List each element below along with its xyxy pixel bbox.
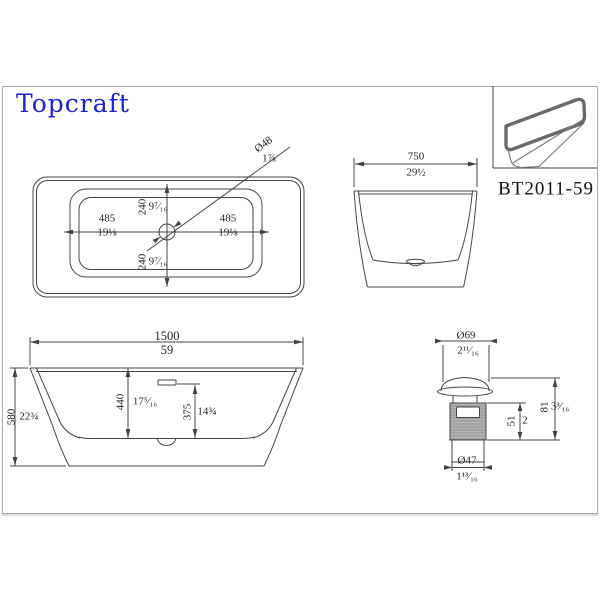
dim-drain-body-mm: 51 — [505, 415, 518, 427]
dim-top-right-in: 19⅛ — [218, 226, 238, 239]
dim-drain-tail-in: 1¹³⁄₁₆ — [456, 470, 478, 483]
dim-top-left-in: 19⅛ — [97, 226, 117, 239]
dim-front-depth-in: 17⁵⁄₁₆ — [132, 395, 158, 408]
dim-drain-height-mm: 81 — [538, 401, 551, 413]
dim-top-right-mm: 485 — [219, 212, 237, 225]
dim-top-up-mm: 240 — [136, 198, 149, 216]
dim-drain-tail-mm: Ø47 — [457, 454, 477, 467]
dim-top-left-mm: 485 — [98, 212, 116, 225]
dim-front-height-in: 22¾ — [19, 410, 39, 423]
dim-drain-cap-mm: Ø69 — [456, 329, 476, 342]
tub-sketch-rim — [506, 99, 585, 149]
brand-logo: Topcraft — [16, 89, 130, 118]
dim-front-water-mm: 375 — [181, 403, 194, 421]
dim-end-width-mm: 750 — [407, 150, 425, 163]
dim-front-width-mm: 1500 — [154, 328, 180, 343]
dim-top-down-mm: 240 — [136, 253, 149, 271]
dim-drain-hole-mm: Ø48 — [252, 134, 275, 156]
model-number: BT2011-59 — [498, 178, 594, 200]
top-view-linework — [33, 147, 304, 297]
dim-drain-body-in: 2 — [522, 414, 528, 427]
dim-top-up-in: 9⁷⁄₁₆ — [148, 200, 168, 213]
dim-drain-height-in: 3³⁄₁₆ — [550, 400, 570, 413]
tub-sketch-body-inner — [514, 121, 582, 163]
inset-thumbnail-box — [493, 86, 597, 168]
dim-front-width-in: 59 — [160, 342, 174, 357]
dim-front-depth-mm: 440 — [114, 393, 127, 411]
dim-drain-cap-in: 2¹¹⁄₁₆ — [457, 344, 479, 357]
dim-drain-hole-in: 1⅞ — [262, 152, 276, 165]
dim-front-height-mm: 580 — [5, 408, 18, 426]
dim-top-down-in: 9⁷⁄₁₆ — [148, 255, 168, 268]
dim-end-width-in: 29½ — [406, 166, 426, 179]
dim-front-water-in: 14¾ — [197, 405, 217, 418]
